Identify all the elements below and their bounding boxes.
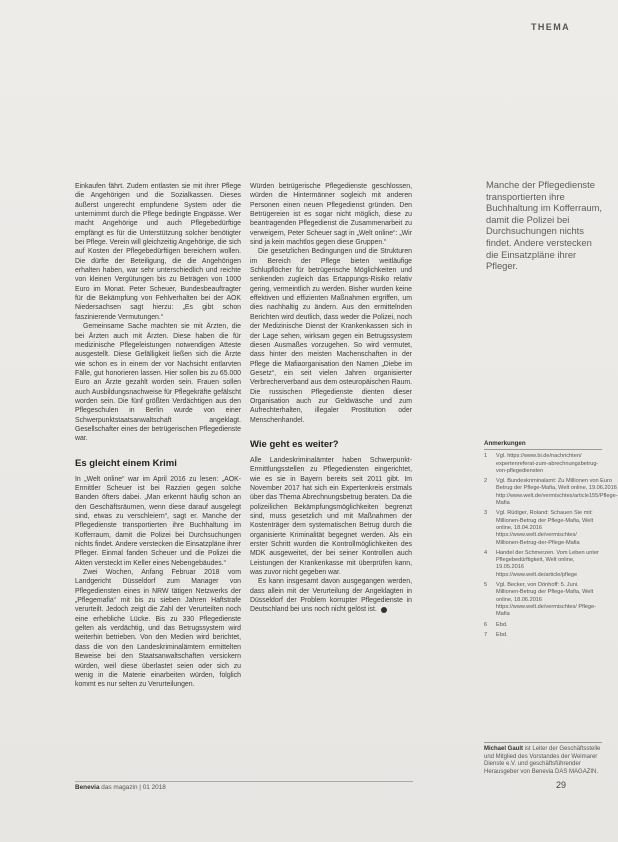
paragraph xyxy=(250,577,412,614)
footnote-item xyxy=(484,550,602,579)
paragraph: Alle Landeskriminalämter haben Schwerpunkt-Ermittlungsstellen zu Pflegediensten eingerichtet, wie es sie in Bayern bereits seit 2011 gibt. Im November 2017 hat sich ein Expertenkreis erstmals über das Thema Abrechnungsbetrug beraten. Da die polizeilichen Bekämpfungsmöglichkeiten begrenzt sind, muss gesetzlich und mit Maßnahmen der Kostenträger dem systematischen Betrug durch die organisierte Kriminalität begegnet werden. Als ein erster Schritt wurden die Kontrollmöglichkeiten des MDK ausgeweitet, der bei seiner Kontrollen auch Leistungen der Krankenkasse mit überprüfen kann, was zuvor nicht gegeben war. xyxy=(250,456,412,577)
footnote-item xyxy=(484,622,602,629)
end-mark-icon xyxy=(381,607,387,613)
footnote-text[interactable]: Vgl. Rüdiger, Roland: Schauen Sie mit: Millionen-Betrug der Pflege-Mafia, Welt online, 18.04.2016 https://www.welt.de/vermischtes/ Millionen-Betrug-der-Pflege-Mafia xyxy=(496,510,594,546)
page-number: 29 xyxy=(556,780,567,790)
paragraph: Die gesetzlichen Bedingungen und die Strukturen im Bereich der Pflege bieten weitläufige Schlupflöcher für betrügerische Möglichkeiten und senkenden zugleich das Ertappungs-Risiko relativ gering, vermeintlich zu werden. Bisher wurden keine effektiven und effizienten Maßnahmen ergriffen, um dies nachhaltig zu ändern. Aus den ermittelnden Berichten wird deutlich, dass weder die Polizei, noch der Medizinische Dienst der Krankenkassen sich in der Lage sehen, wirksam gegen ein Betrugssystem diesen Ausmaßes vorzugehen. So wird vermutet, dass hinter den meisten Machenschaften in der Pflege die Mafiaorganisation den Namen „Diebe im Gesetz“, ein seit vielen Jahren organisierter Verbrecherverband aus dem osteuropäischen Raum. Die russischen Pflegedienste dienten dieser Organisation auch zur Geldwäsche und zum Aufrechterhalten, illegaler Prostitution oder Menschenhandel. xyxy=(250,248,412,424)
subheading: Wie geht es weiter? xyxy=(250,438,339,450)
footnote-number: 2 xyxy=(484,478,488,485)
pull-quote: Manche der Pflegedienste transportierten ihre Buchhaltung im Kofferraum, damit die Polizei bei Durchsuchungen nichts findet. Andere verstecken die Einsatzpläne ihrer Pfleger. xyxy=(486,179,603,272)
footnote-number: 3 xyxy=(484,510,488,517)
footnote-number: 5 xyxy=(484,582,488,589)
footnote-item xyxy=(484,632,602,639)
footnotes xyxy=(484,440,618,642)
footnote-text[interactable]: Vgl. https://www.bi.de/nachrichten/ expertenreferat-zum-abrechnungsbetrug-von-pflegediensten xyxy=(496,453,599,474)
paragraph-text: Es kann insgesamt davon ausgegangen werden, dass allein mit der Verurteilung der Angeklagten in Düsseldorf der Problem korrupter Pflegedienste in Deutschland bei uns noch nicht gelöst ist. xyxy=(250,578,412,614)
footnote-text[interactable]: Vgl. Becker, von Dönhoff: 5. Juni. Millionen-Betrug der Pflege-Mafia, Welt online, 18.06.2016 https://www.welt.de/vermischtes/ Pflege-Mafia xyxy=(496,582,597,618)
column-middle xyxy=(250,182,412,615)
author-description: ist Leiter der Geschäftsstelle und Mitglied des Vorstandes der Weimarer Dienste e.V. und geschäftsführender Herausgeber von Benevia DAS MAGAZIN. xyxy=(484,746,601,776)
subheading: Es gleicht einem Krimi xyxy=(75,457,177,469)
footer xyxy=(75,781,413,791)
footnote-number: 4 xyxy=(484,549,488,556)
footnote-item xyxy=(484,510,602,546)
footnote-text: Ebd. xyxy=(496,621,508,628)
author-bio xyxy=(484,742,602,777)
footnote-number: 7 xyxy=(484,631,488,638)
footnotes-heading: Anmerkungen xyxy=(484,440,602,450)
footnote-text: Ebd. xyxy=(496,631,508,638)
paragraph: Gemeinsame Sache machten sie mit Ärzten, die bei Ärzten auch mit Ärzten. Diese haben die für medizinische Pflegeleistungen notwendigen Atteste ausgestellt. Diese Gefälligkeit ließen sich die Ärzte wie schon es in einem der vor Nachsicht entlarvten Fälle, gut honorieren lassen. Hier sollen bis zu 65.000 Euro an Ärzte gezahlt worden sein. Frauen sollen auch Ausbildungsnachweise für Pflegekräfte gefälscht worden sein. Die fünf größten Verdächtigen aus den Pflegeschulen in Berlin wurde von einer Schwerpunktstaatsanwaltschaft angeklagt. Gesellschafter eines der betrügerischen Pflegedienste war. xyxy=(75,323,241,443)
footnote-text[interactable]: Handel der Schmerzen. Vom Leben unter Pflegebedürftigkeit, Welt online, 19.05.2016 https://www.welt.de/article/pflege xyxy=(496,549,599,578)
footnote-item xyxy=(484,582,602,618)
publication-name: Benevia xyxy=(75,784,100,791)
paragraph: Würden betrügerische Pflegedienste geschlossen, würden die Hintermänner sogleich mit anderen Personen einen neuen Pflegedienst gründen. Den Betrügereien ist es sogar nicht möglich, diese zu beantragenden Pflegedienst die Zusammenarbeit zu verweigern, Peter Scheuer sagt in „Welt online“: „Wir sind ja kein machtlos gegen diese Gruppen.“ xyxy=(250,183,412,247)
author-name: Michael Gault xyxy=(484,746,524,752)
footnote-item xyxy=(484,453,602,475)
footnote-number: 1 xyxy=(484,453,488,460)
column-left xyxy=(75,182,241,690)
paragraph: Einkaufen fährt. Zudem entlasten sie mit ihrer Pflege die Angehörigen und die Sozialkassen. Dieses äußerst ungerecht empfundene System oder die unternimmt durch die Pflege bedingte Engpässe. Wer macht Angehörige und auch Pflegebedürftige empfängt es für die Unterstützung solcher benötigter bei Pflege. Verein will gleichzeitig Angehörige, die sich auf Kosten der Pflegebedürftigen bereichern wollen. Die dürfte der Beteiligung, die die Angehörigen erhalten haben, war sehr unterschiedlich und reichte von kleinen Vergütungen bis zu Beträgen von 1000 Euro im Monat. Peter Scheuer, Bundesbeauftragter für die Bekämpfung von Fehlverhalten bei der AOK Niedersachsen sagt hierzu: „Es gibt schon faszinierende Vermutungen.“ xyxy=(75,183,241,321)
section-tag: THEMA xyxy=(531,22,570,32)
footnote-item xyxy=(484,478,618,507)
footnote-number: 6 xyxy=(484,621,488,628)
paragraph: In „Welt online“ war im April 2016 zu lesen: „AOK-Ermittler Scheuer ist bei Razzien gegen solche Banden öfters dabei. „Man erkennt häufig schon an den Geschäftsräumen, wenn diese darauf ausgelegt sind, etwas zu verschleiern“, sagt er. Manche der Pflegedienste transportierten ihre Buchhaltung im Kofferraum, damit die Polizei bei Durchsuchungen nichts findet. Andere verstecken die Einsatzpläne ihrer Pfleger. Einmal fanden Scheuer und die Polizei die Akten versteckt im Keller eines Nebengebäudes.“ xyxy=(75,475,241,567)
footnote-text[interactable]: Vgl. Bundeskriminalamt: Zu Millionen von Euro Betrug der Pflege-Mafia, Welt online, 19.06.2016 http://www.welt.de/vermischtes/article155/Pflege-Mafia xyxy=(496,478,618,507)
issue-info: das magazin | 01 2018 xyxy=(101,784,166,791)
paragraph: Zwei Wochen, Anfang Februar 2018 vom Landgericht Düsseldorf zum Manager von Pflegediensten eines in NRW tätigen Netzwerks der „Pflegemafia“ mit bis zu sieben Jahren Haftstrafe verurteilt. Jedoch zeigt die Zahl der Verurteilten noch eine erhebliche Lücke. Bis zu 330 Pflegedienste gelten als verdächtig, und das Betrugssystem wird weiterhin betrieben. Von den Medien wird berichtet, dass die von den Landeskriminalämtern ermittelten Beweise bei den Staatsanwaltschaften versickern würden, weil diese überlastet seien oder sich zu wenig in die Materie einarbeiten würden, folglich kommt es nur selten zu Verurteilungen. xyxy=(75,569,241,689)
